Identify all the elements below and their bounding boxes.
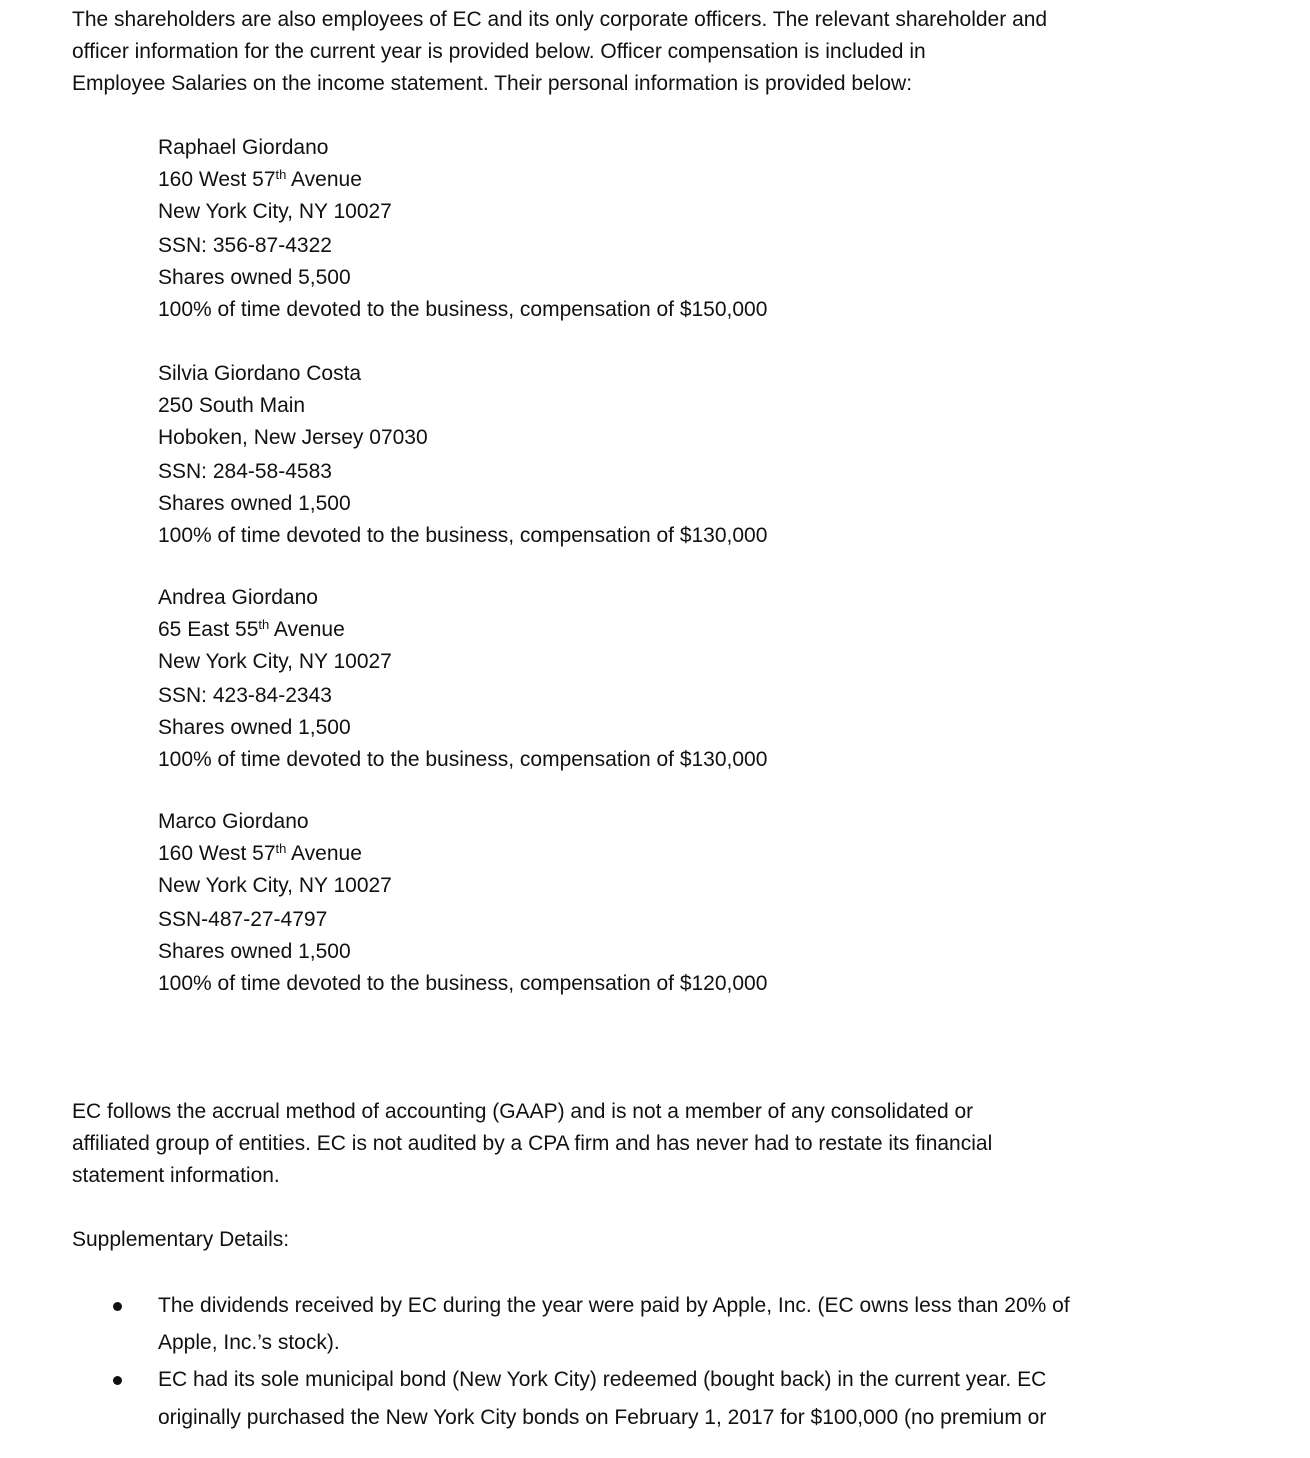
officer-street: [158, 167, 362, 193]
street-part: 65 East 55: [158, 618, 259, 641]
officer-name: Silvia Giordano Costa: [158, 362, 362, 385]
bullet-icon: [113, 1302, 122, 1311]
officer-compensation: 100% of time devoted to the business, compensation of $130,000: [158, 524, 768, 547]
officer-ssn: SSN: 423-84-2343: [158, 684, 332, 707]
supplementary-heading: Supplementary Details:: [72, 1228, 290, 1251]
officer-shares: Shares owned 1,500: [158, 940, 351, 963]
officer-shares: Shares owned 1,500: [158, 716, 351, 739]
accounting-line: EC follows the accrual method of accounting (GAAP) and is not a member of any consolidated or: [72, 1100, 974, 1123]
officer-name: Raphael Giordano: [158, 136, 329, 159]
officer-compensation: 100% of time devoted to the business, compensation of $120,000: [158, 972, 768, 995]
street-part: 160 West 57: [158, 168, 276, 191]
street-part: 160 West 57: [158, 842, 276, 865]
officer-name: Andrea Giordano: [158, 586, 318, 609]
accounting-line: statement information.: [72, 1164, 280, 1187]
intro-line: The shareholders are also employees of EC and its only corporate officers. The relevant shareholder and: [72, 8, 1048, 31]
officer-city: New York City, NY 10027: [158, 650, 392, 673]
bullet-text: The dividends received by EC during the year were paid by Apple, Inc. (EC owns less than 20% of: [158, 1294, 1070, 1317]
street-part: th: [275, 167, 287, 182]
officer-name: Marco Giordano: [158, 810, 309, 833]
officer-street: [158, 841, 362, 867]
street-part: th: [258, 617, 270, 632]
officer-city: New York City, NY 10027: [158, 200, 392, 223]
intro-line: Employee Salaries on the income statement. Their personal information is provided below:: [72, 72, 913, 95]
officer-ssn: SSN-487-27-4797: [158, 908, 328, 931]
officer-compensation: 100% of time devoted to the business, compensation of $150,000: [158, 298, 768, 321]
officer-ssn: SSN: 284-58-4583: [158, 460, 332, 483]
officer-city: New York City, NY 10027: [158, 874, 392, 897]
officer-ssn: SSN: 356-87-4322: [158, 234, 332, 257]
bullet-text: originally purchased the New York City bonds on February 1, 2017 for $100,000 (no premium or: [158, 1406, 1047, 1429]
street-part: Avenue: [286, 842, 362, 865]
officer-shares: Shares owned 1,500: [158, 492, 351, 515]
officer-street: [158, 393, 305, 419]
street-part: th: [275, 841, 287, 856]
accounting-line: affiliated group of entities. EC is not audited by a CPA firm and has never had to restate its financial: [72, 1132, 993, 1155]
street-part: Avenue: [269, 618, 345, 641]
bullet-text: Apple, Inc.’s stock).: [158, 1331, 340, 1354]
officer-shares: Shares owned 5,500: [158, 266, 351, 289]
officer-street: [158, 617, 345, 643]
officer-city: Hoboken, New Jersey 07030: [158, 426, 428, 449]
officer-compensation: 100% of time devoted to the business, compensation of $130,000: [158, 748, 768, 771]
bullet-text: EC had its sole municipal bond (New York City) redeemed (bought back) in the current year. EC: [158, 1368, 1047, 1391]
bullet-icon: [113, 1376, 122, 1385]
intro-line: officer information for the current year is provided below. Officer compensation is included in: [72, 40, 926, 63]
street-part: Avenue: [286, 168, 362, 191]
street-part: 250 South Main: [158, 394, 306, 417]
